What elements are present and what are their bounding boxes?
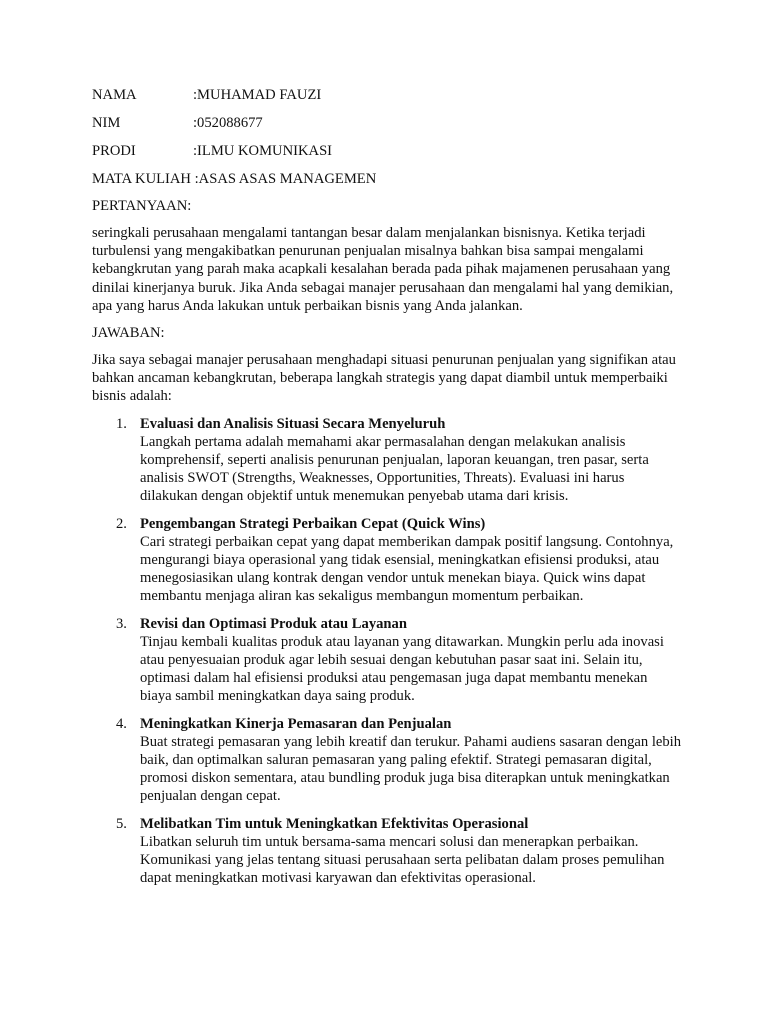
list-body xyxy=(140,715,682,806)
list-item-text: Langkah pertama adalah memahami akar permasalahan dengan melakukan analisis komprehensif, seperti analisis penurunan penjualan, laporan keuangan, tren pasar, serta analisis SWOT (Strengths, Weaknesses, Opportunities, Threats). Evaluasi ini harus dilakukan dengan objektif untuk menemukan penyebab utama dari krisis. xyxy=(140,433,649,505)
list-item xyxy=(92,815,682,888)
answer-intro: Jika saya sebagai manajer perusahaan menghadapi situasi penurunan penjualan yang signifikan atau bahkan ancaman kebangkrutan, beberapa langkah strategis yang dapat diambil untuk memperbaiki bisnis adalah: xyxy=(92,352,676,405)
list-number: 5. xyxy=(116,815,127,832)
list-item-title: Melibatkan Tim untuk Meningkatkan Efektivitas Operasional xyxy=(140,815,529,832)
list-body xyxy=(140,515,682,606)
question-heading: PERTANYAAN: xyxy=(92,198,192,214)
field-nama xyxy=(92,86,682,105)
answer-heading: JAWABAN: xyxy=(92,325,165,342)
list-number: 2. xyxy=(116,515,127,532)
list-item xyxy=(92,515,682,606)
list-body xyxy=(140,815,682,888)
list-item-text: Libatkan seluruh tim untuk bersama-sama mencari solusi dan menerapkan perbaikan. Komunikasi yang jelas tentang situasi perusahaan serta pelibatan dalam proses pemulihan dapat meningkatkan motivasi karyawan dan efektivitas operasional. xyxy=(140,833,665,887)
list-item xyxy=(92,415,682,506)
course-line: MATA KULIAH :ASAS ASAS MANAGEMEN xyxy=(92,171,377,187)
answer-list xyxy=(92,415,682,888)
list-body xyxy=(140,415,682,506)
list-item-text: Cari strategi perbaikan cepat yang dapat memberikan dampak positif langsung. Contohnya, mengurangi biaya operasional yang tidak esensial, meningkatkan efisiensi produksi, atau menegosiasikan ulang kontrak dengan vendor untuk menekan biaya. Quick wins dapat membantu menjaga aliran kas sekaligus membangun momentum perbaikan. xyxy=(140,533,674,605)
list-item-title: Pengembangan Strategi Perbaikan Cepat (Quick Wins) xyxy=(140,515,486,532)
field-value: :052088677 xyxy=(193,115,263,131)
document-page xyxy=(92,86,682,897)
list-number: 1. xyxy=(116,415,127,432)
list-item-title: Evaluasi dan Analisis Situasi Secara Menyeluruh xyxy=(140,415,446,432)
list-item-title: Revisi dan Optimasi Produk atau Layanan xyxy=(140,615,407,632)
list-body xyxy=(140,615,682,706)
field-prodi xyxy=(92,142,682,161)
field-label: NAMA xyxy=(92,87,137,103)
list-item-text: Buat strategi pemasaran yang lebih kreatif dan terukur. Pahami audiens sasaran dengan lebih baik, dan optimalkan saluran pemasaran yang paling efektif. Strategi pemasaran digital, promosi diskon sementara, atau bundling produk juga bisa diterapkan untuk meningkatkan penjualan dengan cepat. xyxy=(140,733,682,805)
field-nim xyxy=(92,114,682,133)
list-item xyxy=(92,615,682,706)
list-number: 4. xyxy=(116,715,127,732)
field-value: :ILMU KOMUNIKASI xyxy=(193,143,333,159)
list-item-title: Meningkatkan Kinerja Pemasaran dan Penjualan xyxy=(140,715,452,732)
list-number: 3. xyxy=(116,615,127,632)
field-label: PRODI xyxy=(92,143,136,159)
list-item xyxy=(92,715,682,806)
field-value: :MUHAMAD FAUZI xyxy=(193,87,322,103)
question-text: seringkali perusahaan mengalami tantangan besar dalam menjalankan bisnisnya. Ketika terjadi turbulensi yang mengakibatkan penurunan penjualan misalnya bahkan bisa sampai mengalami kebangkrutan yang parah maka acapkali kesalahan berada pada pihak majamenen perusahaan yang dinilai kinerjanya buruk. Jika Anda sebagai manajer perusahaan dan mengalami hal yang demikian, apa yang harus Anda lakukan untuk perbaikan bisnis yang Anda jalankan. xyxy=(92,225,674,314)
field-label: NIM xyxy=(92,115,121,131)
list-item-text: Tinjau kembali kualitas produk atau layanan yang ditawarkan. Mungkin perlu ada inovasi atau penyesuaian produk agar lebih sesuai dengan kebutuhan pasar saat ini. Selain itu, optimasi dalam hal efisiensi produksi atau pengemasan juga dapat membantu menekan biaya sambil meningkatkan daya saing produk. xyxy=(140,633,664,705)
